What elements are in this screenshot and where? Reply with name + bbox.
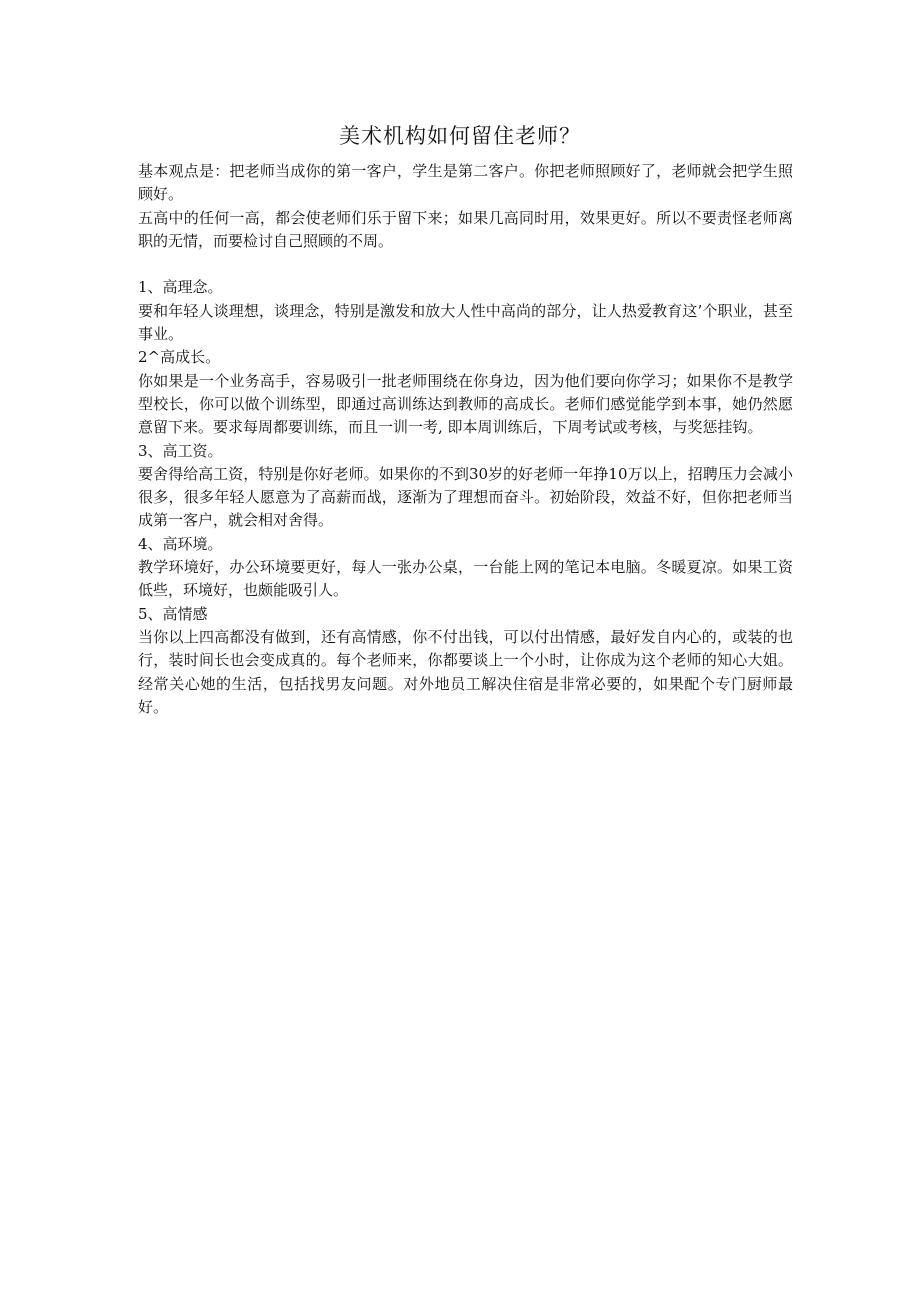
intro-paragraph: 基本观点是：把老师当成你的第一客户，学生是第二客户。你把老师照顾好了，老师就会把学生照顾好。 <box>138 162 793 204</box>
section-paragraph: 当你以上四高都没有做到，还有高情感，你不付出钱，可以付出情感，最好发自内心的，或装的也行，装时间长也会变成真的。每个老师来，你都要谈上一个小时，让你成为这个老师的知心大姐。经常关心她的生活，包括找男友问题。对外地员工解决住宿是非常必要的，如果配个专门厨师最好。 <box>138 627 793 716</box>
section-paragraph: 你如果是一个业务高手，容易吸引一批老师围绕在你身边，因为他们要向你学习；如果你不是教学型校长，你可以做个训练型，即通过高训练达到教师的高成长。老师们感觉能学到本事，她仍然愿意留下来。要求每周都要训练，而且一训一考, 即本周训练后，下周考试或考核，与奖惩挂钩。 <box>138 371 793 437</box>
paragraph-spacer <box>138 253 793 276</box>
section-paragraph: 要舍得给高工资，特别是你好老师。如果你的不到30岁的好老师一年挣10万以上，招聘压力会减小很多，很多年轻人愿意为了高薪而战，逐渐为了理想而奋斗。初始阶段，效益不好，但你把老师当成第一客户，就会相对舍得。 <box>138 464 793 530</box>
document-body <box>138 160 793 719</box>
section-paragraph: 要和年轻人谈理想，谈理念，特别是激发和放大人性中高尚的部分，让人热爱教育这’个职业，甚至事业。 <box>138 301 793 344</box>
section-heading: 4、高环境。 <box>138 534 223 553</box>
document-title: 美术机构如何留住老师？ <box>339 124 581 148</box>
section-heading: 1、高理念。 <box>138 278 223 297</box>
section-paragraph: 教学环境好，办公环境要更好，每人一张办公桌，一台能上网的笔记本电脑。冬暖夏凉。如果工资低些，环境好，也颇能吸引人。 <box>138 558 793 600</box>
section-heading: 5、高情感 <box>138 604 208 623</box>
intro-paragraph: 五高中的任何一高，都会使老师们乐于留下来；如果几高同时用，效果更好。所以不要责怪老师离职的无情，而要检讨自己照顾的不周。 <box>138 208 793 250</box>
section-heading: 3、高工资。 <box>138 441 223 460</box>
section-heading: 2^高成长。 <box>138 348 221 367</box>
